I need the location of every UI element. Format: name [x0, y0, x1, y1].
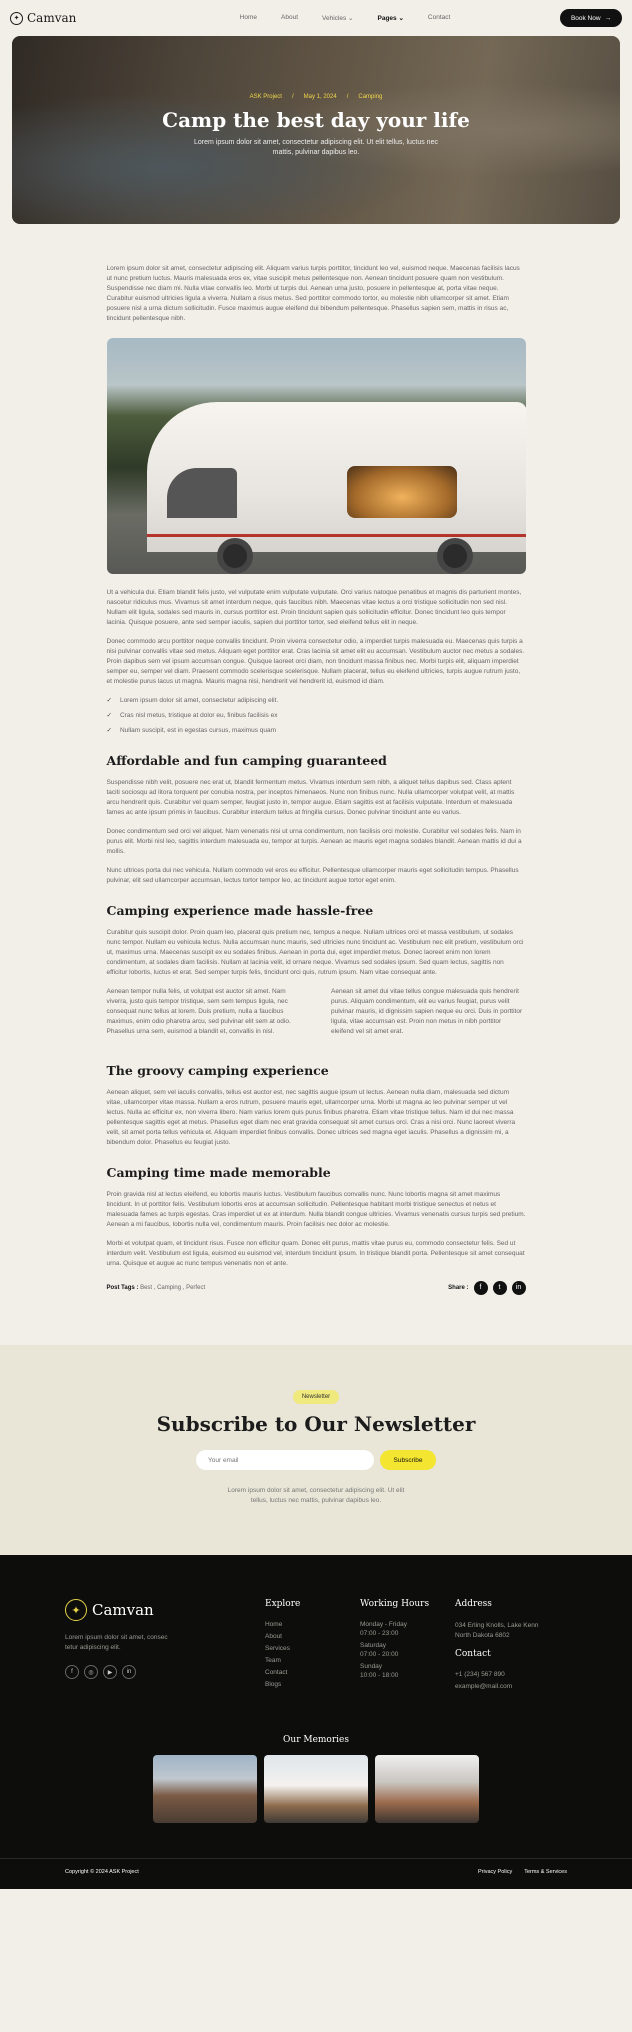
- youtube-icon[interactable]: ▶: [103, 1665, 117, 1679]
- book-now-label: Book Now: [570, 14, 601, 22]
- check-icon: ✓: [106, 697, 112, 704]
- check-icon: ✓: [106, 727, 112, 734]
- check-list: [107, 696, 526, 736]
- hero-banner: [12, 36, 620, 224]
- section-heading: Camping experience made hassle-free: [106, 903, 374, 918]
- post-tags-list[interactable]: Best , Camping , Perfect: [140, 1285, 206, 1291]
- check-icon: ✓: [106, 712, 112, 719]
- list-item-text: Lorem ipsum dolor sit amet, consectetur adipiscing elit.: [119, 697, 279, 704]
- linkedin-icon[interactable]: in: [512, 1281, 526, 1295]
- article-paragraph: Ut a vehicula dui. Etiam blandit felis justo, vel vulputate enim vulputate vulputate. Orci varius natoque penatibus et magnis dis parturient montes, nascetur ridiculus mus. Vivamus sit amet interdum neque, quis faucibus nibh. Maecenas vitae lectus a orci tristique sollicitudin non sed nisl. Nullam elit ligula, sodales sed mauris in, cursus porttitor est. Proin tincidunt sapien quis sollicitudin efficitur. Donec tincidunt leo quis tempor lacinia. Quisque posuere, ante sed semper iaculis, sapien dui porttitor tortor, sed eleifend tellus elit in neque.: [106, 589, 522, 626]
- nav-pages-label: Pages: [377, 15, 397, 22]
- hours-time: 07:00 - 23:00: [360, 1630, 399, 1637]
- hero-subtitle: Lorem ipsum dolor sit amet, consectetur adipiscing elit. Ut elit tellus, luctus nec mattis, pulvinar dapibus leo.: [194, 139, 438, 156]
- twitter-icon[interactable]: t: [493, 1281, 507, 1295]
- article-paragraph: Proin gravida nisl at lectus eleifend, eu lobortis mauris luctus. Vestibulum faucibus convallis nunc. Nunc lobortis magna sit amet maximus tincidunt. In ut porttitor felis. Vestibulum lobortis eros at accumsan sollicitudin. Pellentesque habitant morbi tristique senectus et netus et malesuada fames ac turpis egestas. Cras imperdiet ut ex at interdum. Nulla blandit congue ultricies. Vivamus venenatis cursus turpis sed pretium. Aenean a mi faucibus, lobortis nulla vel, condimentum mauris. Proin facilisis nec dolor ac molestie.: [106, 1191, 526, 1228]
- footer-address: [455, 1599, 550, 1695]
- meta-date: May 1, 2024: [303, 94, 337, 100]
- email-field[interactable]: [196, 1450, 374, 1470]
- footer-bottom: [65, 1869, 567, 1875]
- footer-logo-text: Camvan: [92, 1601, 154, 1619]
- list-item-text: Nullam suscipit, est in egestas cursus, maximus quam: [119, 727, 277, 734]
- share-links: [448, 1281, 525, 1295]
- hours-time: 07:00 - 20:00: [360, 1651, 399, 1658]
- email-link[interactable]: example@mail.com: [455, 1683, 513, 1690]
- tags-share-row: [107, 1281, 526, 1345]
- footer-link-team[interactable]: Team: [265, 1657, 281, 1664]
- footer-explore: [265, 1599, 360, 1695]
- footer-brand: [65, 1599, 265, 1695]
- campervan-photo: [107, 338, 526, 574]
- article-paragraph: Suspendisse nibh velit, posuere nec erat ut, blandit fermentum metus. Vivamus interdum sem nibh, a aliquet tellus dapibus sed. Class aptent taciti sociosqu ad litora torquent per conubia nostra, per inceptos himenaeos. Nunc non finibus nunc. Nulla ullamcorper volutpat velit, at mattis arcu hendrerit quis. Curabitur vel quam semper, feugiat justo in, tempor augue. Etiam sagittis est at facilisis vulputate. Interdum et malesuada fames ac ante ipsum primis in faucibus. Curabitur interdum tellus at fringilla cursus. Donec pulvinar tincidunt ante eu varius.: [106, 779, 515, 816]
- address-text: 034 Erling Knolls, Lake Kenn North Dakota 6802: [455, 1622, 539, 1639]
- footer-link-contact[interactable]: Contact: [265, 1669, 288, 1676]
- footer-link-blogs[interactable]: Blogs: [265, 1681, 282, 1688]
- column-left: Aenean tempor nulla felis, ut volutpat est auctor sit amet. Nam viverra, justo quis tempor tristique, sem sem tempus ligula, nec consequat nunc tellus at lorem. Duis pretium, nulla a faucibus maximus, enim odio pharetra arcu, sed pulvinar elit sem at odio. Phasellus urna sem, euismod a blandit et, convallis in nisl.: [106, 988, 291, 1035]
- instagram-icon[interactable]: ◎: [84, 1665, 98, 1679]
- our-memories: [0, 1735, 632, 1823]
- footer-logo[interactable]: [65, 1599, 265, 1621]
- article-paragraph: Aenean aliquet, sem vel iaculis convallis, tellus est auctor est, nec sagittis augue ipsum ut lectus. Aenean nulla diam, malesuada sed dictum vitae, ullamcorper vitae massa. Nullam a eros rutrum, posuere mauris eget, ullamcorper urna. Morbi ut magna ac leo pulvinar semper ut vel lectus. Nulla ac efficitur ex, non viverra libero. Nam varius lorem quis purus finibus pharetra. Etiam vitae tristique tellus. Nam id dui nec massa pellentesque sagittis eget at metus. Phasellus eget diam nec erat gravida consequat sit amet cursus orci. Cras a nisi orci. Nunc laoreet viverra velit, sit amet porta tellus vehicula et. Aliquam imperdiet finibus convallis. Donec ultrices sed magna eget iaculis. Phasellus a dignissim mi, a bibendum dolor. Phasellus eu feugiat justo.: [106, 1089, 516, 1146]
- post-tags: [107, 1283, 206, 1293]
- memory-photo[interactable]: [375, 1755, 479, 1823]
- linkedin-icon[interactable]: in: [122, 1665, 136, 1679]
- site-header: [0, 0, 632, 36]
- memories-heading: Our Memories: [283, 1735, 349, 1745]
- chevron-down-icon: ⌄: [348, 15, 354, 22]
- section-heading: Camping time made memorable: [106, 1165, 331, 1180]
- chevron-down-icon: ⌄: [398, 15, 404, 22]
- newsletter-section: [0, 1345, 632, 1555]
- list-item: [107, 711, 526, 721]
- book-now-button[interactable]: [560, 9, 622, 27]
- meta-author[interactable]: ASK Project: [249, 94, 282, 100]
- meta-category[interactable]: Camping: [358, 94, 383, 100]
- terms-link[interactable]: Terms & Services: [524, 1869, 567, 1875]
- nav-home[interactable]: Home: [239, 14, 258, 21]
- article-intro: Lorem ipsum dolor sit amet, consectetur adipiscing elit. Aliquam varius turpis porttitor, tincidunt leo vel, euismod neque. Maecenas facilisis lacus ut nunc pretium luctus. Mauris malesuada eros ex, vitae suscipit metus pellentesque non. Aenean tincidunt posuere quam non vestibulum. Suspendisse nec diam mi. Nulla vitae convallis leo. Morbi ut turpis dui. Aenean urna justo, posuere in pellentesque at, porta vitae neque. Curabitur euismod ultricies ligula a viverra. Nullam a risus metus. Sed porttitor commodo tortor, eu molestie nibh ullamcorper sit amet. Etiam posuere nisl a urna dictum sollicitudin. Fusce maximus augue eleifend dui bibendum pellentesque. Phasellus sapien sem, mattis in risus ac, tincidunt pellentesque nibh.: [106, 265, 520, 322]
- column-right: Aenean sit amet dui vitae tellus congue malesuada quis hendrerit purus. Aliquam condimentum, elit eu varius feugiat, purus velit pulvinar mauris, id dignissim sapien neque eu orci. Duis in porttitor ligula, vitae accumsan est. Proin non metus in nibh porttitor eleifend vel sit amet erat.: [331, 988, 523, 1035]
- compass-logo-icon: ✦: [65, 1599, 87, 1621]
- main-nav: [130, 14, 560, 22]
- two-column-text: [107, 987, 526, 1046]
- footer-heading: Contact: [455, 1649, 491, 1659]
- footer-hours: [360, 1599, 455, 1695]
- article-paragraph: Donec condimentum sed orci vel aliquet. Nam venenatis nisi ut urna condimentum, non facilisis orci molestie. Curabitur vel sodales felis. Nam in purus elit. Morbi nisl leo, sagittis interdum malesuada eu, tempor at turpis. Aenean ac mauris eget magna sodales blandit. Aenean mattis id dui a mollis.: [106, 828, 522, 855]
- article-paragraph: Nunc ultrices porta dui nec vehicula. Nullam commodo vel eros eu efficitur. Pellentesque ullamcorper mauris eget sollicitudin tempus. Phasellus pulvinar, elit sed ullamcorper accumsan, lectus tortor tempor leo, ac tincidunt augue tortor eget enim.: [106, 867, 519, 884]
- post-tags-label: Post Tags :: [106, 1285, 139, 1291]
- facebook-icon[interactable]: f: [65, 1665, 79, 1679]
- facebook-icon[interactable]: f: [474, 1281, 488, 1295]
- article-paragraph: Donec commodo arcu porttitor neque convallis tincidunt. Proin viverra consectetur odio, a imperdiet turpis malesuada eu. Maecenas quis turpis a nisi pulvinar convallis vitae sed metus. Aliquam eget porttitor erat. Cras lacinia sit amet elit eu accumsan. Vestibulum auctor nec metus a sodales. Proin dapibus sem vel ipsum accumsan congue. Quisque laoreet orci diam, non tincidunt massa finibus nec. Morbi turpis elit, aliquam imperdiet semper eu, semper vel diam. Praesent commodo scelerisque scelerisque. Nullam placerat, tellus eu eleifend ultricies, turpis augue rutrum justo, et molestie purus lacus ut magna. Mauris magna nisi, hendrerit vel hendrerit id, euismod id diam.: [106, 638, 525, 685]
- hours-day: Monday - Friday: [360, 1621, 407, 1628]
- nav-about[interactable]: About: [281, 14, 299, 21]
- hours-day: Saturday: [360, 1642, 387, 1649]
- footer-heading: Explore: [265, 1599, 301, 1609]
- memory-photo[interactable]: [264, 1755, 368, 1823]
- logo-text: Camvan: [27, 11, 77, 25]
- copyright: Copyright © 2024 ASK Project: [65, 1869, 139, 1875]
- site-footer: [0, 1555, 632, 1889]
- meta-separator: /: [291, 94, 294, 100]
- newsletter-title: Subscribe to Our Newsletter: [156, 1412, 476, 1436]
- nav-pages[interactable]: [378, 14, 404, 22]
- footer-link-about[interactable]: About: [265, 1633, 282, 1640]
- compass-logo-icon: ✦: [10, 12, 23, 25]
- footer-link-home[interactable]: Home: [265, 1621, 283, 1628]
- article-paragraph: Curabitur quis suscipit dolor. Proin quam leo, placerat quis pretium nec, tempus a neque. Nullam ultrices orci et massa vestibulum, ut sodales nunc tempor. Nullam eu vehicula lectus. Nulla accumsan nunc mauris, sed ultricies nunc tincidunt ac. Vestibulum nec elit pretium, vestibulum orci ut, maximus urna. Maecenas suscipit ex eu sodales finibus. Aenean in porta dui, eget imperdiet metus. Donec laoreet enim non lorem condimentum, at sodales diam facilisis. Nullam at lacinia velit, id ornare neque. Vivamus sed sodales ipsum. Sed quam lectus, sagittis non efficitur lobortis, luctus et erat. Sed semper turpis felis, tincidunt orci quis, rutrum ipsum. Nam vitae consequat ante.: [106, 929, 524, 976]
- arrow-right-icon: →: [604, 14, 612, 22]
- footer-heading: Address: [455, 1599, 492, 1609]
- section-heading: Affordable and fun camping guaranteed: [106, 753, 387, 768]
- list-item: [107, 726, 526, 736]
- blog-article: [107, 224, 526, 1345]
- page-title: Camp the best day your life: [162, 108, 470, 132]
- logo[interactable]: [10, 11, 130, 25]
- list-item-text: Cras nisl metus, tristique at dolor eu, finibus facilisis ex: [119, 712, 278, 719]
- newsletter-text: Lorem ipsum dolor sit amet, consectetur adipiscing elit. Ut elit tellus, luctus nec mattis, pulvinar dapibus leo.: [227, 1487, 405, 1504]
- hours-time: 10:00 - 18:00: [360, 1672, 399, 1679]
- footer-link-services[interactable]: Services: [265, 1645, 290, 1652]
- privacy-link[interactable]: Privacy Policy: [477, 1869, 513, 1875]
- footer-social: [65, 1665, 265, 1679]
- section-heading: The groovy camping experience: [106, 1063, 329, 1078]
- nav-contact[interactable]: Contact: [427, 14, 451, 21]
- hero-meta: [250, 94, 383, 100]
- memory-photo[interactable]: [153, 1755, 257, 1823]
- footer-heading: Working Hours: [360, 1599, 430, 1609]
- meta-separator: /: [346, 94, 349, 100]
- nav-vehicles[interactable]: [322, 14, 353, 22]
- nav-vehicles-label: Vehicles: [322, 15, 347, 22]
- footer-description: Lorem ipsum dolor sit amet, consec tetur adipiscing elit.: [65, 1634, 168, 1651]
- list-item: [107, 696, 526, 706]
- newsletter-badge: Newsletter: [293, 1390, 339, 1404]
- newsletter-form: [0, 1450, 632, 1470]
- footer-divider: [0, 1858, 632, 1859]
- phone-link[interactable]: +1 (234) 567 890: [455, 1671, 505, 1678]
- hours-day: Sunday: [360, 1663, 383, 1670]
- subscribe-button[interactable]: Subscribe: [380, 1450, 436, 1470]
- share-label: Share :: [448, 1285, 469, 1291]
- article-paragraph: Morbi et volutpat quam, et tincidunt risus. Fusce non efficitur quam. Donec elit purus, mattis vitae purus eu, commodo consectetur felis. Sed ut interdum velit. Vestibulum est ligula, euismod eu euismod vel, interdum tincidunt ipsum. In tristique blandit porta. Pellentesque sit amet consequat urna. Quisque et augue ac nunc tempus venenatis non et ante.: [106, 1240, 525, 1267]
